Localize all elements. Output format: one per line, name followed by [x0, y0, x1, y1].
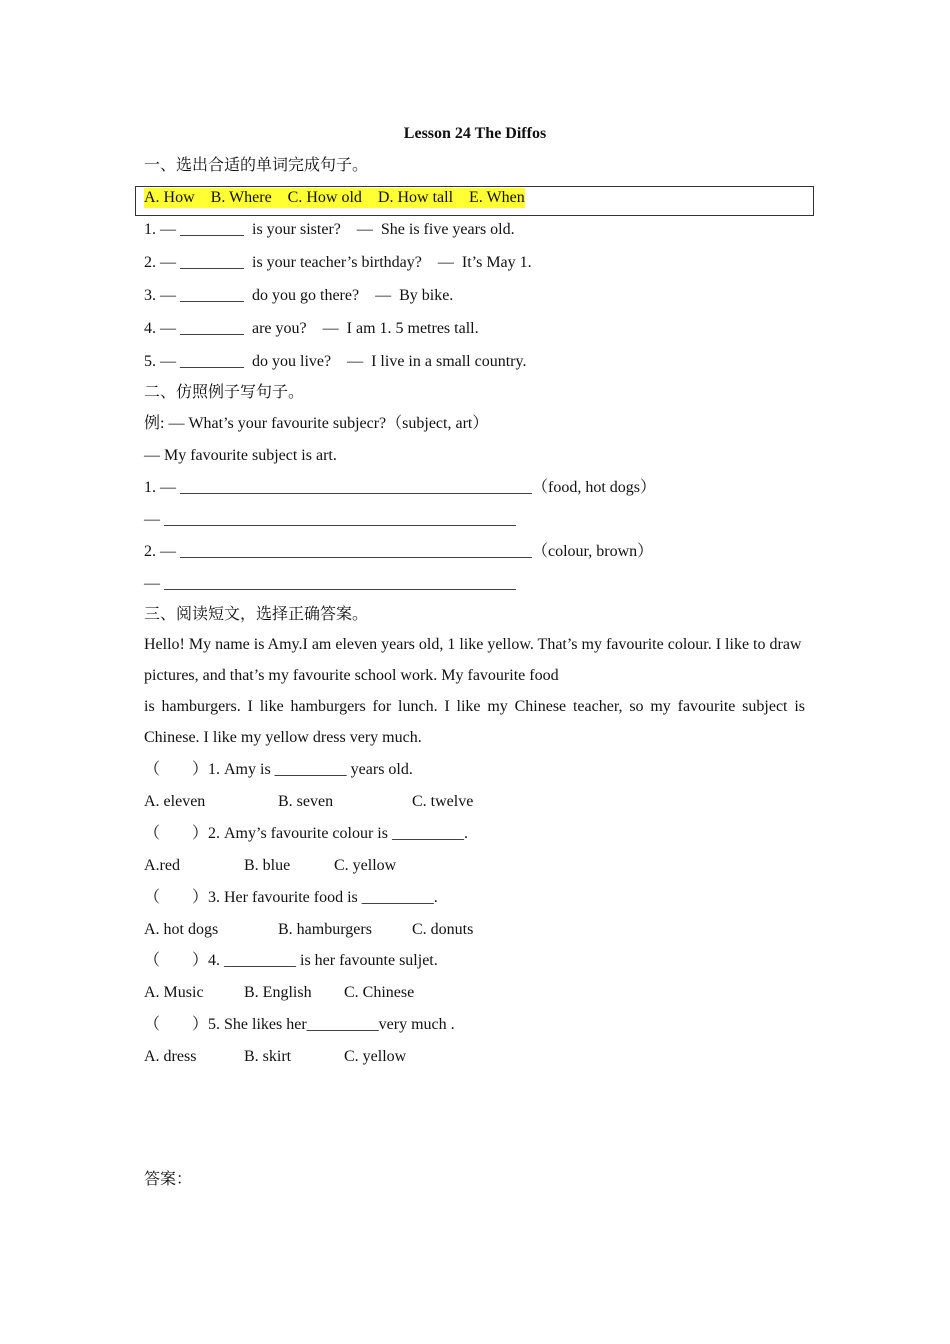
s3-question-4: （ ）4. _________ is her favounte suljet.: [144, 952, 438, 969]
s2-question-2: 2. — ____________________________________________（colour, brown）: [144, 543, 654, 560]
s3-q1-option-c: C. twelve: [412, 793, 474, 810]
s2-question-1: 1. — ____________________________________________（food, hot dogs）: [144, 479, 657, 496]
s3-question-1: （ ）1. Amy is _________ years old.: [144, 761, 413, 778]
s3-question-2: （ ）2. Amy’s favourite colour is _________.: [144, 825, 468, 842]
s1-question-3: 3. — ________ do you go there? — By bike.: [144, 287, 454, 304]
s1-question-5: 5. — ________ do you live? — I live in a small country.: [144, 353, 527, 370]
s3-q2-option-b: B. blue: [244, 857, 291, 874]
reading-passage-part1: [144, 629, 805, 691]
s3-q4-option-a: A. Music: [144, 984, 204, 1001]
section1-heading: 一、选出合适的单词完成句子。: [144, 157, 369, 174]
s3-q4-option-b: B. English: [244, 984, 312, 1001]
s3-q5-option-a: A. dress: [144, 1048, 197, 1065]
s3-q3-option-a: A. hot dogs: [144, 921, 219, 938]
page-title: Lesson 24 The Diffos: [403, 125, 547, 142]
s1-question-4: 4. — ________ are you? — I am 1. 5 metres tall.: [144, 320, 479, 337]
passage-text-1: Hello! My name is Amy.I am eleven years old, 1 like yellow. That’s my favourite colour. I like to draw pictures, and that’s my favourite school work. My favourite food: [144, 636, 802, 684]
s3-question-3: （ ）3. Her favourite food is _________.: [144, 889, 438, 906]
answers-label: 答案：: [144, 1171, 193, 1188]
s1-question-2: 2. — ________ is your teacher’s birthday? — It’s May 1.: [144, 254, 532, 271]
s2-answer-2: — ____________________________________________: [144, 575, 516, 592]
s1-question-1: 1. — ________ is your sister? — She is five years old.: [144, 221, 515, 238]
s3-q1-option-a: A. eleven: [144, 793, 206, 810]
s2-answer-1: — ____________________________________________: [144, 511, 516, 528]
s2-example-answer: — My favourite subject is art.: [144, 447, 337, 464]
s3-question-5: （ ）5. She likes her_________very much .: [144, 1016, 455, 1033]
s3-q2-option-a: A.red: [144, 857, 180, 874]
s3-q2-option-c: C. yellow: [334, 857, 397, 874]
s3-q5-option-c: C. yellow: [344, 1048, 407, 1065]
section2-heading: 二、仿照例子写句子。: [144, 384, 305, 401]
s3-q3-option-b: B. hamburgers: [278, 921, 372, 938]
s3-q5-option-b: B. skirt: [244, 1048, 292, 1065]
word-bank-options: A. How B. Where C. How old D. How tall E. When: [144, 189, 525, 206]
s2-example-question: 例: — What’s your favourite subjecr?（subject, art）: [144, 415, 489, 432]
s3-q1-option-b: B. seven: [278, 793, 334, 810]
reading-passage-part2: [144, 691, 805, 753]
word-bank-box: [135, 186, 814, 216]
s3-q4-option-c: C. Chinese: [344, 984, 415, 1001]
passage-text-2: is hamburgers. I like hamburgers for lunch. I like my Chinese teacher, so my favourite subject is Chinese. I like my yellow dress very much.: [144, 698, 805, 746]
s3-q3-option-c: C. donuts: [412, 921, 474, 938]
section3-heading: 三、阅读短文，选择正确答案。: [144, 606, 369, 623]
